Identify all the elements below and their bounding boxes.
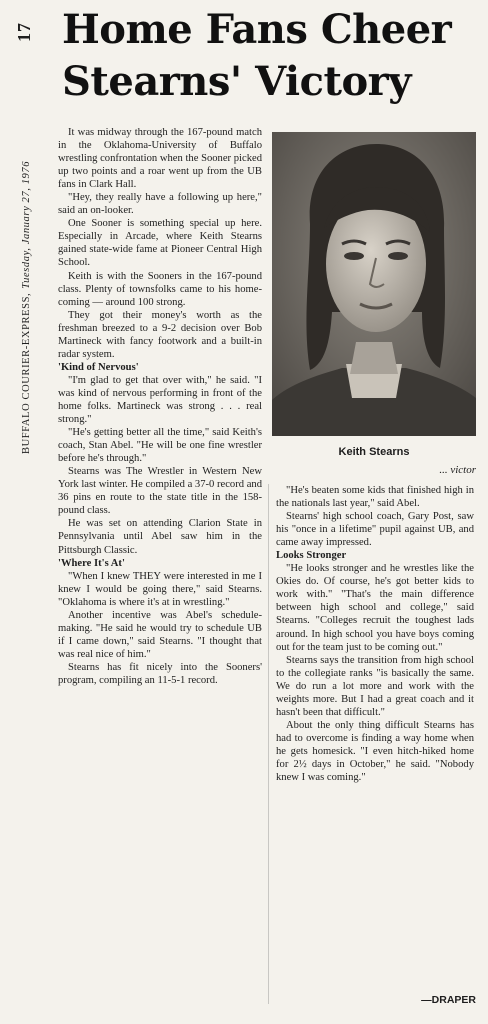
paragraph: Another incentive was Abel's schedule-making. "He said he would try to schedule UB if I came down," said Stearns. "I thought that was real nice of him." <box>58 609 262 660</box>
paragraph: "I'm glad to get that over with," he said. "I was kind of nervous performing in front of the home folks. Martineck was strong . . . real strong." <box>58 374 262 426</box>
headline: Home Fans Cheer Stearns' Victory <box>62 6 452 105</box>
paragraph: About the only thing difficult Stearns has had to overcome is finding a way home when he gets homesick. "I even hitch-hiked home for 2½ days in October," he said. "Nobody knew I was coming." <box>276 719 474 784</box>
paragraph: Stearns' high school coach, Gary Post, saw his "once in a lifetime" pupil against UB, and came away impressed. <box>276 511 474 549</box>
athlete-photo <box>272 132 476 436</box>
article-column-2 <box>276 484 474 784</box>
paragraph: Stearns was The Wrestler in Western New York last winter. He compiled a 37-0 record and 36 pins en route to the state title in the 158-pound class. <box>58 466 262 517</box>
paragraph: "He's beaten some kids that finished high in the nationals last year," said Abel. <box>276 485 474 510</box>
article-column-1 <box>58 126 262 687</box>
paragraph: "Hey, they really have a following up here," said an on-looker. <box>58 192 262 217</box>
byline: —DRAPER <box>421 994 476 1006</box>
photo-subcaption: ... victor <box>439 464 476 476</box>
paragraph: It was midway through the 167-pound match in the Oklahoma-University of Buffalo wrestling confrontation when the Sooner picked up two points and a roar went up from the UB fans in Clark Hall. <box>58 127 262 191</box>
paragraph: Keith is with the Sooners in the 167-pound class. Plenty of townsfolks came to his home-coming — around 100 strong. <box>58 270 262 308</box>
portrait-image <box>272 132 476 436</box>
publication-date: Tuesday, January 27, 1976 <box>21 160 32 289</box>
paragraph: "When I knew THEY were interested in me I knew I would be going there," said Stearns. "Oklahoma is where it's at in wrestling." <box>58 570 262 608</box>
paragraph: "He looks stronger and he wrestles like the Okies do. Of course, he's got better kids to work with." "That's the main difference between high school and college," said Stearns. "Colleges recruit the toughest lads around. In high school you have boys coming out for the team just to be coming out." <box>276 563 474 653</box>
paragraph: They got their money's worth as the freshman breezed to a 9-2 decision over Bob Martineck with fancy footwork and a built-in radar system. <box>58 309 262 360</box>
photo-caption: Keith Stearns <box>338 446 410 458</box>
subheading: 'Kind of Nervous' <box>58 361 139 373</box>
page-number: 17 <box>14 22 34 42</box>
paper-name: BUFFALO COURIER-EXPRESS, <box>21 292 32 454</box>
column-divider <box>268 484 269 1004</box>
paragraph: "He's getting better all the time," said Keith's coach, Stan Abel. "He will be one fine wrestler before he's through." <box>58 427 262 465</box>
paragraph: He was set on attending Clarion State in Pennsylvania until Abel saw him in the Pittsburgh Classic. <box>58 518 262 556</box>
paragraph: Stearns has fit nicely into the Sooners' program, compiling an 11-5-1 record. <box>58 661 262 686</box>
publication-line <box>21 157 32 454</box>
paragraph: Stearns says the transition from high school to the collegiate ranks "is basically the same. We do run a lot more and work with the weights more. But I had a great coach and it hasn't been that difficult." <box>276 654 474 718</box>
subheading: 'Where It's At' <box>58 557 125 569</box>
subheading: Looks Stronger <box>276 550 347 562</box>
paragraph: One Sooner is something special up here. Especially in Arcade, where Keith Stearns gained state-wide fame at Pioneer Central High School. <box>58 218 262 269</box>
